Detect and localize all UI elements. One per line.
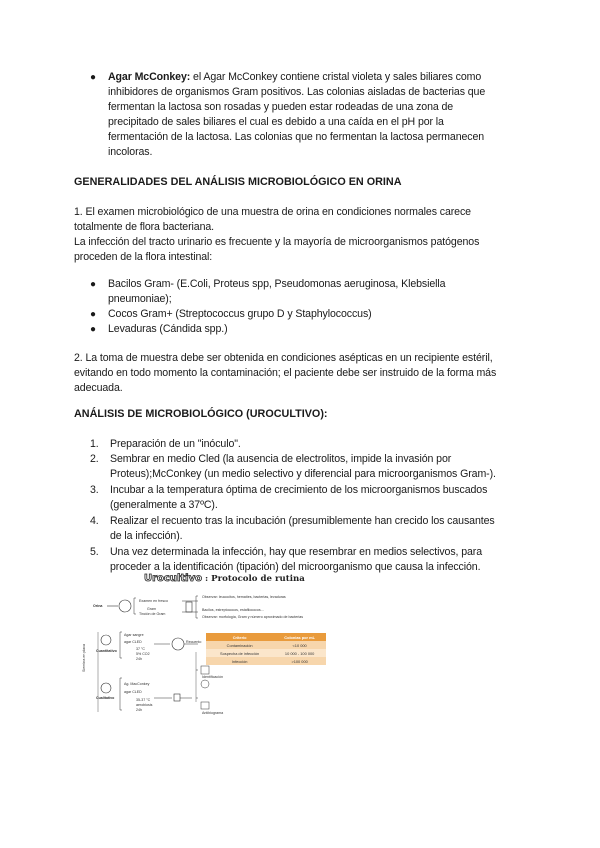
agar-line-2: inhibidores de organismos Gram positivos. Las colonias aisladas de bacterias que	[108, 86, 486, 98]
plate-icon	[101, 635, 111, 645]
agar-line-3: fermentan la lactosa son rosadas y pueden estar rodeadas de una zona de	[108, 101, 454, 113]
agar-term: Agar McConkey:	[108, 71, 191, 83]
urocultivo-criteria-table	[206, 633, 326, 665]
bullet-dot: ●	[90, 324, 96, 335]
table-header-row: Criterio Colonias por mL	[206, 633, 326, 641]
p1-line-4: proceden de la flora intestinal:	[74, 251, 213, 263]
p1-line-1: 1. El examen microbiológico de una muestra de orina en condiciones normales carece	[74, 206, 471, 218]
agar-line-1: Agar McConkey: el Agar McConkey contiene cristal violeta y sales biliares como	[108, 71, 482, 83]
orina-label: Orina	[93, 604, 103, 608]
microscope-icon	[186, 602, 192, 612]
section-heading-urocultivo: ANÁLISIS DE MICROBIOLÓGICO (UROCULTIVO):	[74, 408, 328, 420]
flask-icon	[119, 600, 131, 612]
agar-line-6: incoloras.	[108, 146, 153, 158]
table-row: Sospecha de infección 10 000 - 100 000	[206, 649, 326, 657]
document-page: ● Agar McConkey: el Agar McConkey contiene cristal violeta y sales biliares como inhibidores de organismos Gram positivos. Las colonias aisladas de bacterias que fermentan la lactosa son rosadas y pueden estar rodeadas de una zona de precipitado de sales biliares el cual es debido a una caída en el pH por la fermentación de la lactosa. Las colonias que no fermentan la lactosa permanecen incoloras. GENERALIDADES DEL ANÁLISIS MICROBIOLÓGICO EN ORINA 1. El examen microbiológico de una muestra de orina en condiciones normales carece totalmente de flora bacteriana. La infección del tracto urinario es frecuente y la mayoría de microorganismos patógenos proceden de la flora intestinal: ● Bacilos Gram- (E.Coli, Proteus spp, Pseudomonas aeruginosa, Klebsiella pneumoniae); ● Cocos Gram+ (Streptococcus grupo D y Staphylococcus) ● Levaduras (Cándida spp.) 2. La toma de muestra debe ser obtenida en condiciones asépticas en un recipiente estéril, evitando en todo momento la contaminación; el paciente debe ser instruido de la forma más adecuada. ANÁLISIS DE MICROBIOLÓGICO (UROCULTIVO): 1. Preparación de un "inóculo". 2. Sembrar en medio Cled (la ausencia de electrolitos, impide la invasión por Proteus);McConkey (un medio selectivo y diferencial para microorganismos Gram-). 3. Incubar a la temperatura óptima de crecimiento de los microorganismos buscados (generalmente a 37ºC). 4. Realizar el recuento tras la incubación (presumiblemente han crecido los causantes de la infección). 5. Una vez determinada la infección, hay que resembrar en medios selectivos, para proceder a la identificación (tipación) del microorganismo que causa la infección. Urocultivo : Protocolo de rutina Orina Examen en fresco Gram Tinción de Gram Observar: leucocitos, hematíes, bacterias, levaduras Bacilos, estreptococos, estafilococos... Observar: morfología, Gram y número aproximado de bacterias Cuantitativo Agar sangre agar CLED 37 °C 5% CO2 24h Recuento Cualitativo Ag. MacConkey agar CLED 35-37 °C aerobiosis 24h Identificación Antibiograma Siembra en placa Criterio Colonias por mL Contaminación <10 000 Sospecha de infección 10 000 - 100 000 Infección >100 000	[0, 0, 600, 848]
bullet-dot: ●	[90, 309, 96, 320]
urocultivo-diagram: Urocultivo : Protocolo de rutina Orina Examen en fresco Gram Tinción de Gram Observar: leucocitos, hematíes, bacterias, levaduras Bacilos, estreptococos, estafilococos... Observar: morfología, Gram y número aproximado de bacterias Cuantitativo Agar sangre agar CLED 37 °C 5% CO2 24h Recuento Cualitativo Ag. MacConkey agar CLED 35-37 °C aerobiosis 24h Identificación Antibiograma Siembra en placa Criterio Colonias por mL Contaminación <10 000 Sospecha de infección 10 000 - 100 000 Infección >100 000	[92, 572, 346, 722]
petri-dish-icon	[172, 638, 184, 650]
bullet-dot: ●	[90, 279, 96, 290]
bullet-dot: ●	[90, 72, 96, 83]
agar-line-4: precipitado de sales biliares el cual es debido a una caída en el pH por la	[108, 116, 444, 128]
p1-line-3: La infección del tracto urinario es frecuente y la mayoría de microorganismos patógenos	[74, 236, 480, 248]
section-heading-generalidades: GENERALIDADES DEL ANÁLISIS MICROBIOLÓGICO EN ORINA	[74, 176, 402, 188]
p1-line-2: totalmente de flora bacteriana.	[74, 221, 215, 233]
diagram-title: Urocultivo : Protocolo de rutina	[144, 573, 305, 584]
table-row: Infección >100 000	[206, 657, 326, 665]
table-row: Contaminación <10 000	[206, 641, 326, 649]
plate-icon	[101, 683, 111, 693]
agar-line-5: fermentación de la lactosa. Las colonias que no fermentan la lactosa permanecen	[108, 131, 485, 143]
